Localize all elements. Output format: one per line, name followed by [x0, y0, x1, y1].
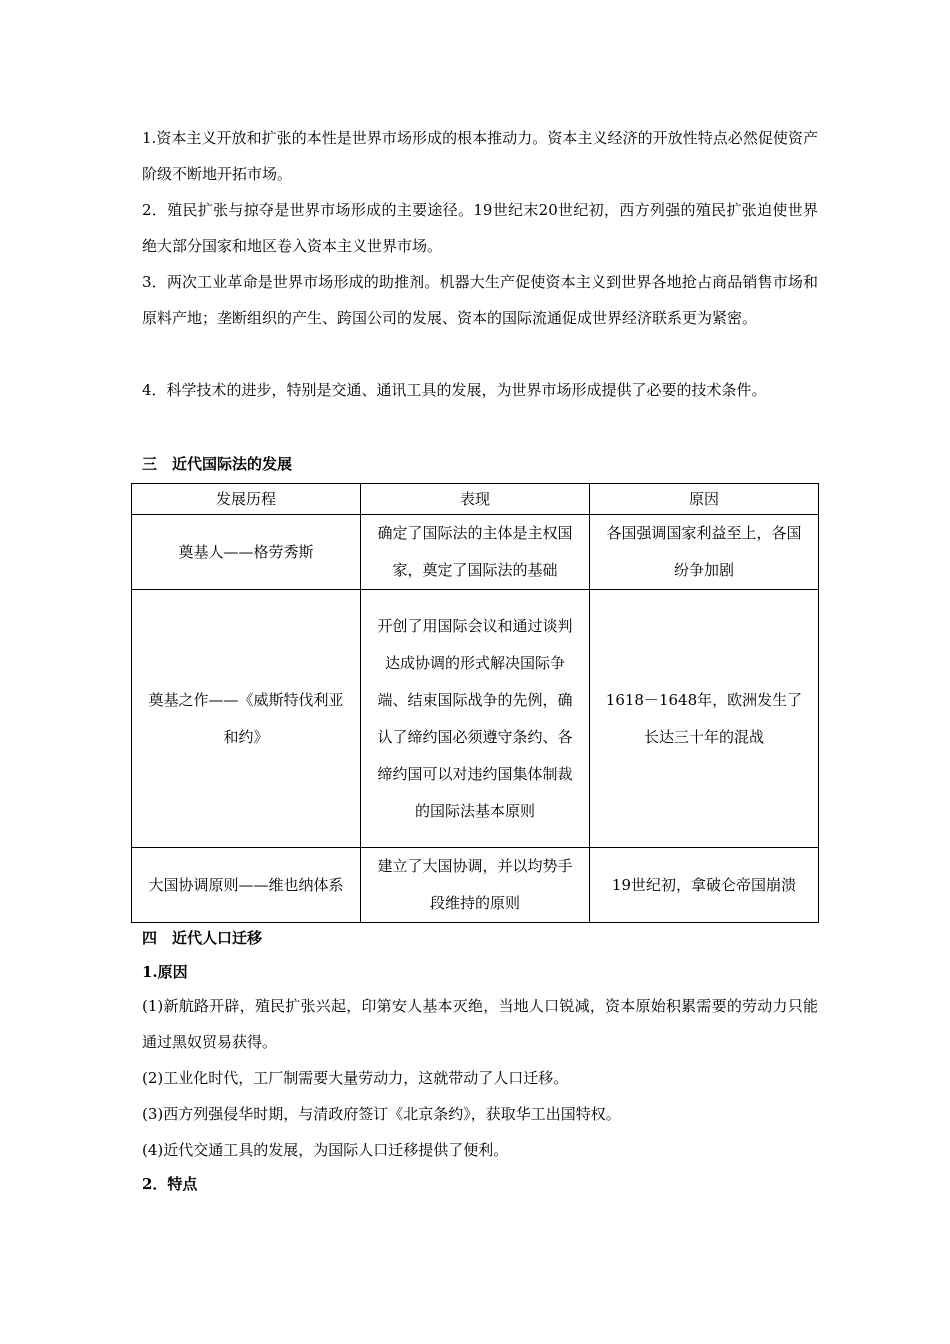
- table-cell: 大国协调原则——维也纳体系: [132, 848, 361, 923]
- paragraph-1: 1.资本主义开放和扩张的本性是世界市场形成的根本推动力。资本主义经济的开放性特点必然促使资产阶级不断地开拓市场。: [142, 129, 818, 183]
- table-header-row: [132, 484, 819, 515]
- table-cell: 开创了用国际会议和通过谈判达成协调的形式解决国际争端、结束国际战争的先例，确认了缔约国必须遵守条约、各缔约国可以对违约国集体制裁的国际法基本原则: [360, 590, 589, 848]
- table-cell: 19世纪初，拿破仑帝国崩溃: [589, 848, 818, 923]
- section-4-heading: 四 近代人口迁移: [142, 929, 263, 947]
- table-cell: 各国强调国家利益至上，各国纷争加剧: [589, 515, 818, 590]
- table-cell: 确定了国际法的主体是主权国家，奠定了国际法的基础: [360, 515, 589, 590]
- table-header-cell: 表现: [360, 484, 589, 515]
- table-row: [132, 515, 819, 590]
- cause-item-2: (2)工业化时代，工厂制需要大量劳动力，这就带动了人口迁移。: [142, 1069, 569, 1087]
- table-header-cell: 发展历程: [132, 484, 361, 515]
- table-cell: 建立了大国协调，并以均势手段维持的原则: [360, 848, 589, 923]
- cause-item-4: (4)近代交通工具的发展，为国际人口迁移提供了便利。: [142, 1141, 509, 1159]
- paragraph-4: 4．科学技术的进步，特别是交通、通讯工具的发展，为世界市场形成提供了必要的技术条件。: [142, 381, 767, 399]
- section-3-heading: 三 近代国际法的发展: [142, 455, 293, 473]
- table-header-cell: 原因: [589, 484, 818, 515]
- table-row: [132, 590, 819, 848]
- cause-item-3: (3)西方列强侵华时期，与清政府签订《北京条约》，获取华工出国特权。: [142, 1105, 621, 1123]
- table-cell: 1618－1648年，欧洲发生了长达三十年的混战: [589, 590, 818, 848]
- international-law-table: [131, 483, 819, 923]
- section-4-subheading-causes: 1.原因: [142, 963, 188, 981]
- table-row: [132, 848, 819, 923]
- paragraph-2: 2．殖民扩张与掠夺是世界市场形成的主要途径。19世纪末20世纪初，西方列强的殖民扩张迫使世界绝大部分国家和地区卷入资本主义世界市场。: [142, 201, 818, 255]
- table-cell: 奠基人——格劳秀斯: [132, 515, 361, 590]
- table-cell: 奠基之作——《威斯特伐利亚和约》: [132, 590, 361, 848]
- section-4-subheading-features: 2．特点: [142, 1175, 198, 1193]
- cause-item-1: (1)新航路开辟，殖民扩张兴起，印第安人基本灭绝，当地人口锐减，资本原始积累需要的劳动力只能通过黑奴贸易获得。: [142, 997, 818, 1051]
- paragraph-3: 3．两次工业革命是世界市场形成的助推剂。机器大生产促使资本主义到世界各地抢占商品销售市场和原料产地；垄断组织的产生、跨国公司的发展、资本的国际流通促成世界经济联系更为紧密。: [142, 273, 818, 327]
